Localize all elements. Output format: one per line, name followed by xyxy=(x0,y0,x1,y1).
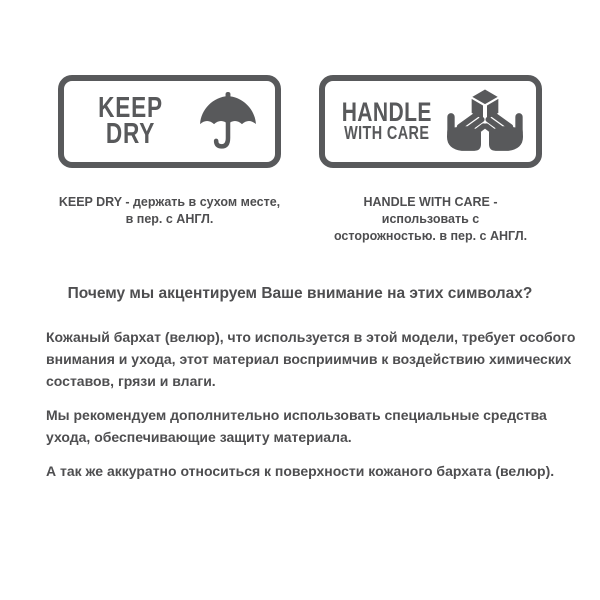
paragraph-3 xyxy=(46,460,564,482)
keep-dry-caption xyxy=(58,194,281,245)
keep-dry-label xyxy=(82,91,180,150)
handle-with-care-badge xyxy=(319,75,542,168)
keep-dry-badge xyxy=(58,75,281,168)
section-heading: Почему мы акцентируем Ваше внимание на этих символах? xyxy=(67,285,533,302)
symbol-badges-row xyxy=(0,0,600,168)
body-text xyxy=(46,326,576,482)
hands-holding-box-icon xyxy=(445,88,525,155)
handle-with-care-label-line1: HANDLE xyxy=(341,96,432,127)
paragraph-1 xyxy=(46,326,576,392)
handle-with-care-caption xyxy=(319,194,542,245)
keep-dry-caption-line2: в пер. с АНГЛ. xyxy=(125,212,214,226)
captions-row xyxy=(0,194,600,245)
paragraph-2-line1: Мы рекомендуем дополнительно использовать специальные средства xyxy=(46,407,547,423)
handle-with-care-caption-line1: HANDLE WITH CARE - использовать с xyxy=(363,195,498,226)
keep-dry-caption-line1: KEEP DRY - держать в сухом месте, xyxy=(58,195,281,209)
handle-with-care-caption-line2: осторожностью. в пер. с АНГЛ. xyxy=(333,229,528,243)
handle-with-care-label xyxy=(341,96,432,144)
paragraph-3-line1: А так же аккуратно относиться к поверхности кожаного бархата (велюр). xyxy=(46,463,555,479)
keep-dry-label-line2: DRY xyxy=(105,117,156,150)
paragraph-2 xyxy=(46,404,564,448)
paragraph-1-line1: Кожаный бархат (велюр), что используется в этой модели, требует особого xyxy=(46,329,576,345)
paragraph-2-line2: ухода, обеспечивающие защиту материала. xyxy=(46,429,352,445)
paragraph-1-line2: внимания и ухода, этот материал восприимчив к воздействию химических xyxy=(46,351,572,367)
paragraph-1-line3: составов, грязи и влаги. xyxy=(46,373,216,389)
handle-with-care-label-line2: WITH CARE xyxy=(344,122,430,144)
umbrella-icon xyxy=(193,92,263,152)
keep-dry-label-line1: KEEP xyxy=(98,91,163,124)
